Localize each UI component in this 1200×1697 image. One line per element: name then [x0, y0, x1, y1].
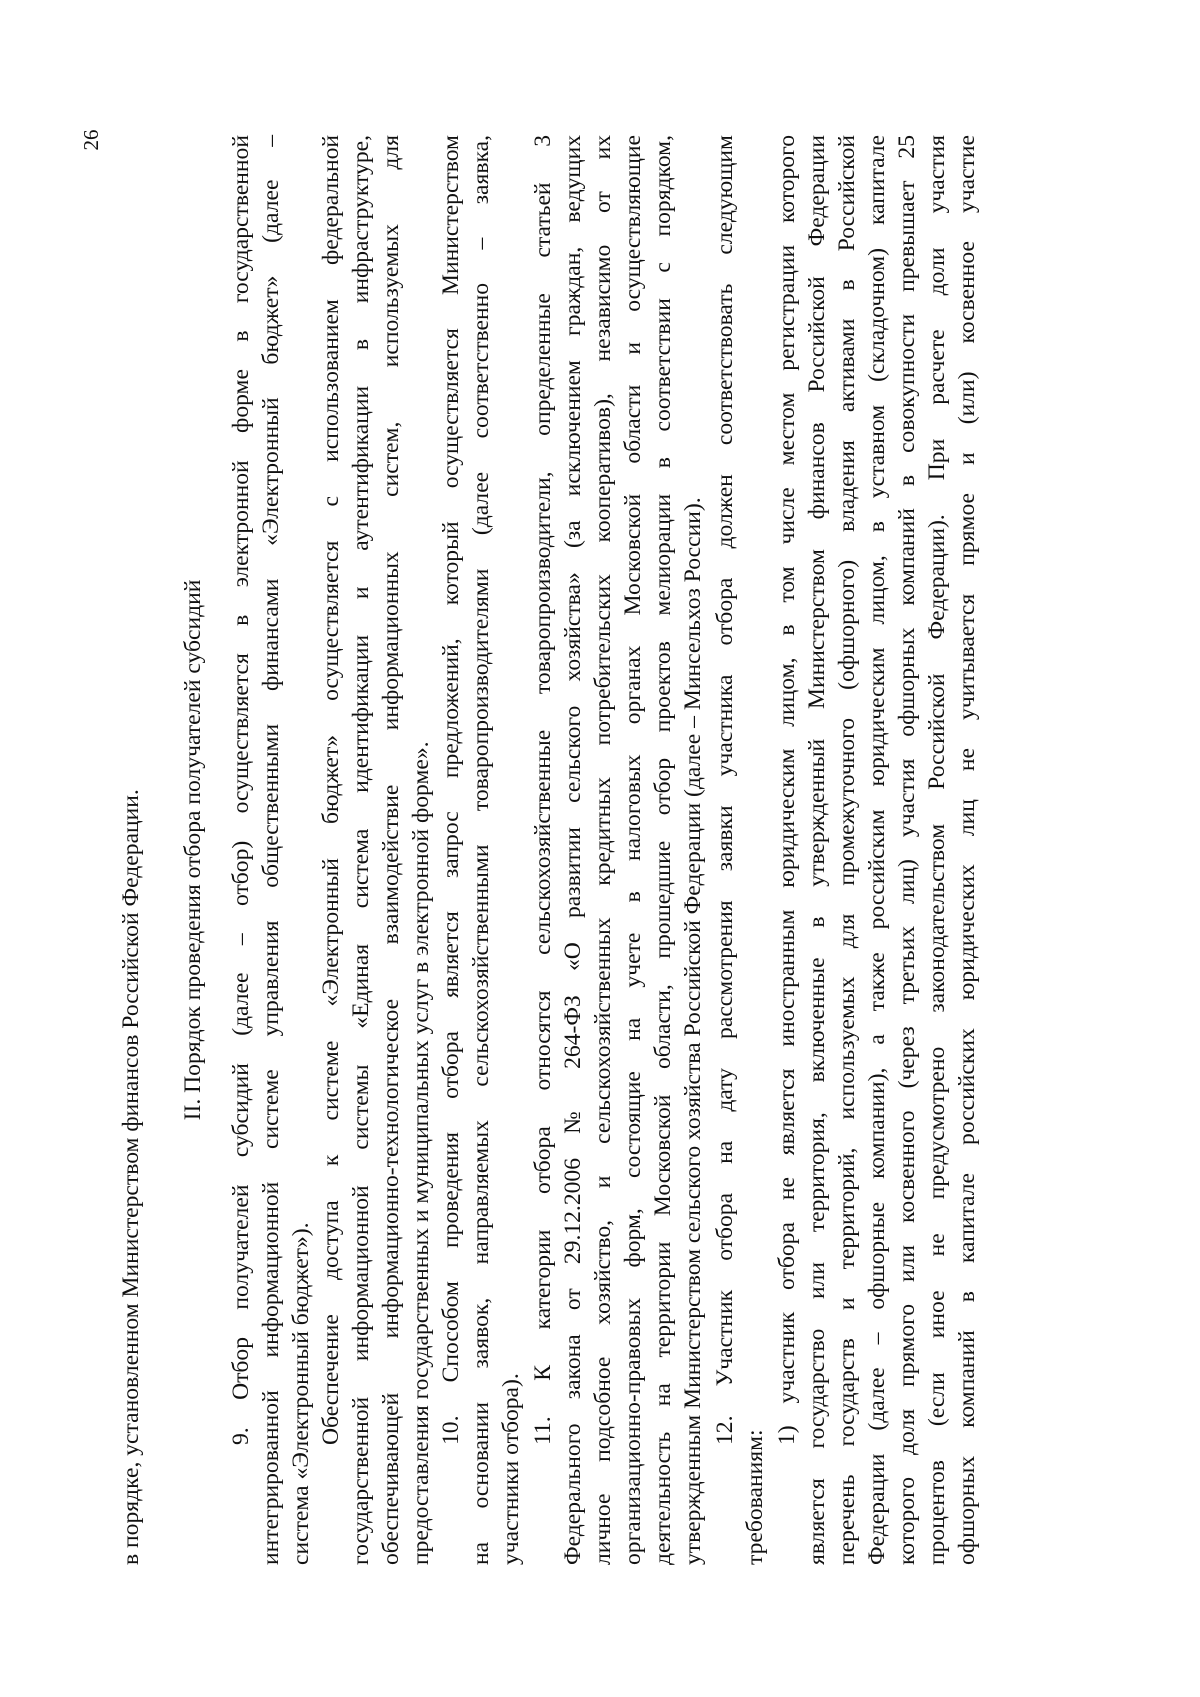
text-line: процентов (если иное не предусмотрено законодательством Российской Федерации). При расчете доли участия	[924, 135, 950, 1565]
text-line: требованиям:	[742, 1429, 768, 1565]
text-line: которого доля прямого или косвенного (через третьих лиц) участия офшорных компаний в совокупности превышает 25	[894, 135, 920, 1565]
text-line: утвержденным Министерством сельского хозяйства Российской Федерации (далее – Минсельхоз России).	[680, 497, 706, 1565]
text-line: 12. Участник отбора на дату рассмотрения заявки участника отбора должен соответствовать следующим	[712, 135, 738, 1445]
text-line: система «Электронный бюджет»).	[288, 1222, 314, 1565]
page-number: 26	[79, 129, 103, 151]
text-line: организационно-правовых форм, состоящие на учете в налоговых органах Московской области и осуществляющие	[620, 135, 646, 1565]
section-title: II. Порядок проведения отбора получателей субсидий	[180, 579, 206, 1121]
text-line: 11. К категории отбора относятся сельскохозяйственные товаропроизводители, определенные статьей 3	[530, 135, 556, 1445]
rotated-text-block	[79, 129, 1000, 1565]
text-line: является государство или территория, включенные в утвержденный Министерством финансов Российской Федерации	[804, 135, 830, 1565]
text-line: предоставления государственных и муниципальных услуг в электронной форме».	[408, 741, 434, 1565]
text-line: 10. Способом проведения отбора является запрос предложений, который осуществляется Министерством	[438, 135, 464, 1445]
text-line: личное подсобное хозяйство, и сельскохозяйственных кредитных потребительских кооперативов), независимо от их	[590, 135, 616, 1565]
text-line: офшорных компаний в капитале российских юридических лиц не учитывается прямое и (или) косвенное участие	[954, 135, 980, 1565]
text-line: интегрированной информационной системе управления общественными финансами «Электронный бюджет» (далее –	[258, 135, 284, 1565]
text-line: участники отбора).	[498, 1373, 524, 1565]
text-line: Обеспечение доступа к системе «Электронный бюджет» осуществляется с использованием федеральной	[318, 135, 344, 1445]
text-line: 1) участник отбора не является иностранным юридическим лицом, в том числе местом регистрации которого	[774, 135, 800, 1445]
intro-line: в порядке, установленном Министерством финансов Российской Федерации.	[118, 789, 144, 1565]
text-line: 9. Отбор получателей субсидий (далее – отбор) осуществляется в электронной форме в государственной	[228, 135, 254, 1445]
text-line: обеспечивающей информационно-технологическое взаимодействие информационных систем, используемых для	[378, 135, 404, 1565]
text-line: деятельность на территории Московской области, прошедшие отбор проектов мелиорации в соответствии с порядком,	[650, 135, 676, 1565]
text-line: на основании заявок, направляемых сельскохозяйственными товаропроизводителями (далее соответственно – заявка,	[468, 135, 494, 1565]
text-line: перечень государств и территорий, используемых для промежуточного (офшорного) владения активами в Российской	[834, 135, 860, 1565]
text-line: Федерального закона от 29.12.2006 № 264-ФЗ «О развитии сельского хозяйства» (за исключением граждан, ведущих	[560, 135, 586, 1565]
text-line: Федерации (далее – офшорные компании), а также российским юридическим лицом, в уставном (складочном) капитале	[864, 135, 890, 1565]
text-line: государственной информационной системы «Единая система идентификации и аутентификации в инфраструктуре,	[348, 135, 374, 1565]
